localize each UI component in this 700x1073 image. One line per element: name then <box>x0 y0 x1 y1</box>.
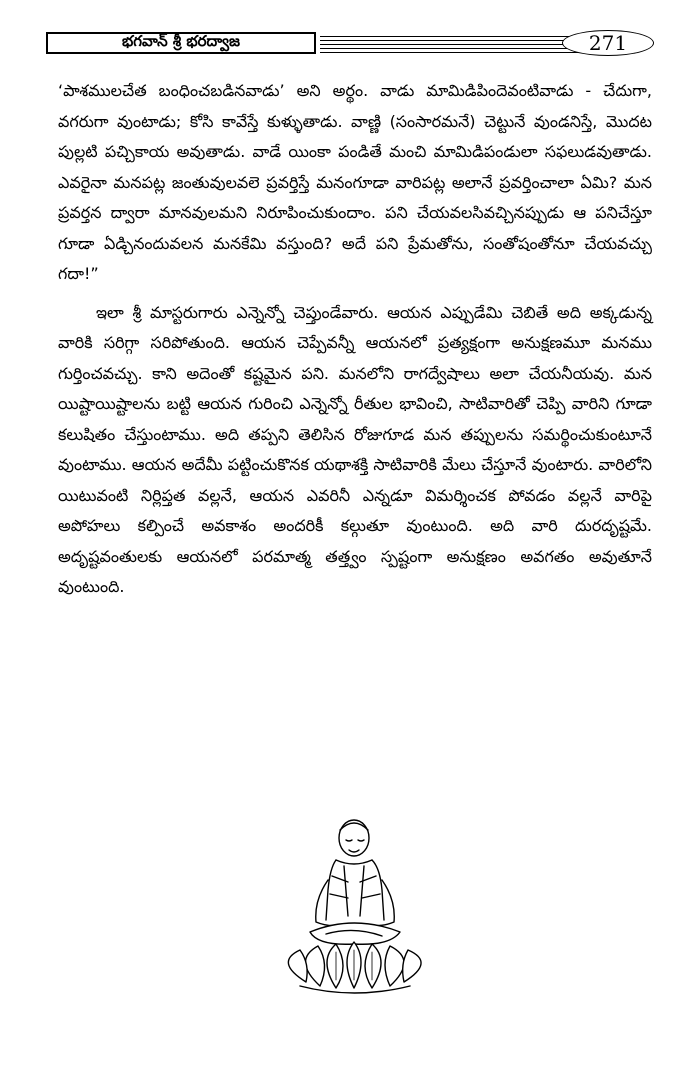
page-number: 271 <box>562 30 654 56</box>
body-text <box>58 76 652 603</box>
seated-master-on-lotus-icon <box>270 810 440 1000</box>
running-title: భగవాన్ శ్రీ భరద్వాజ <box>46 32 316 54</box>
paragraph-1: ‘పాశములచేత బంధించబడినవాడు’ అని అర్థం. వాడు మామిడిపిందెవంటివాడు - చేదుగా, వగరుగా వుంటాడు; కోసి కావేస్తే కుళ్ళుతాడు. వాణ్ణి (సంసారమనే) చెట్టునే వుండనిస్తే, మొదట పుల్లటి పచ్చికాయ అవుతాడు. వాడే యింకా పండితే మంచి మామిడిపండులా సఫలుడవుతాడు. ఎవరైనా మనపట్ల జంతువులవలె ప్రవర్తిస్తే మనంగూడా వారిపట్ల అలానే ప్రవర్తించాలా ఏమి? మన ప్రవర్తన ద్వారా మానవులమని నిరూపించుకుందాం. పని చేయవలసివచ్చినప్పుడు ఆ పనిచేస్తూ గూడా ఏడ్చినందువలన మనకేమి వస్తుంది? అదే పని ప్రేమతోను, సంతోషంతోనూ చేయవచ్చు గదా!” <box>58 81 652 283</box>
page-header <box>46 30 654 60</box>
paragraph-2: ఇలా శ్రీ మాస్టరుగారు ఎన్నెన్నో చెప్తుండేవారు. ఆయన ఎప్పుడేమి చెబితే అది అక్కడున్న వారికి సరిగ్గా సరిపోతుంది. ఆయన చెప్పేవన్నీ ఆయనలో ప్రత్యక్షంగా అనుక్షణమూ మనము గుర్తించవచ్చు. కాని అదెంతో కష్టమైన పని. మనలోని రాగద్వేషాలు అలా చేయనీయవు. మన యిష్టాయిష్టాలను బట్టి ఆయన గురించి ఎన్నెన్నో రీతుల భావించి, సాటివారితో చెప్పి వారిని గూడా కలుషితం చేస్తుంటాము. అది తప్పని తెలిసిన రోజుగూడ మన తప్పులను సమర్థించుకుంటూనే వుంటాము. ఆయన అదేమీ పట్టించుకొనక యథాశక్తి సాటివారికి మేలు చేస్తూనే వుంటారు. వారిలోని యిటువంటి నిర్లిప్తత వల్లనే, ఆయన ఎవరినీ ఎన్నడూ విమర్శించక పోవడం వల్లనే వారిపై అపోహలు కల్పించే అవకాశం అందరికీ కల్గుతూ వుంటుంది. అది వారి దురదృష్టమే. అదృష్టవంతులకు ఆయనలో పరమాత్మ తత్త్వం స్పష్టంగా అనుక్షణం అవగతం అవుతూనే వుంటుంది. <box>58 302 652 596</box>
